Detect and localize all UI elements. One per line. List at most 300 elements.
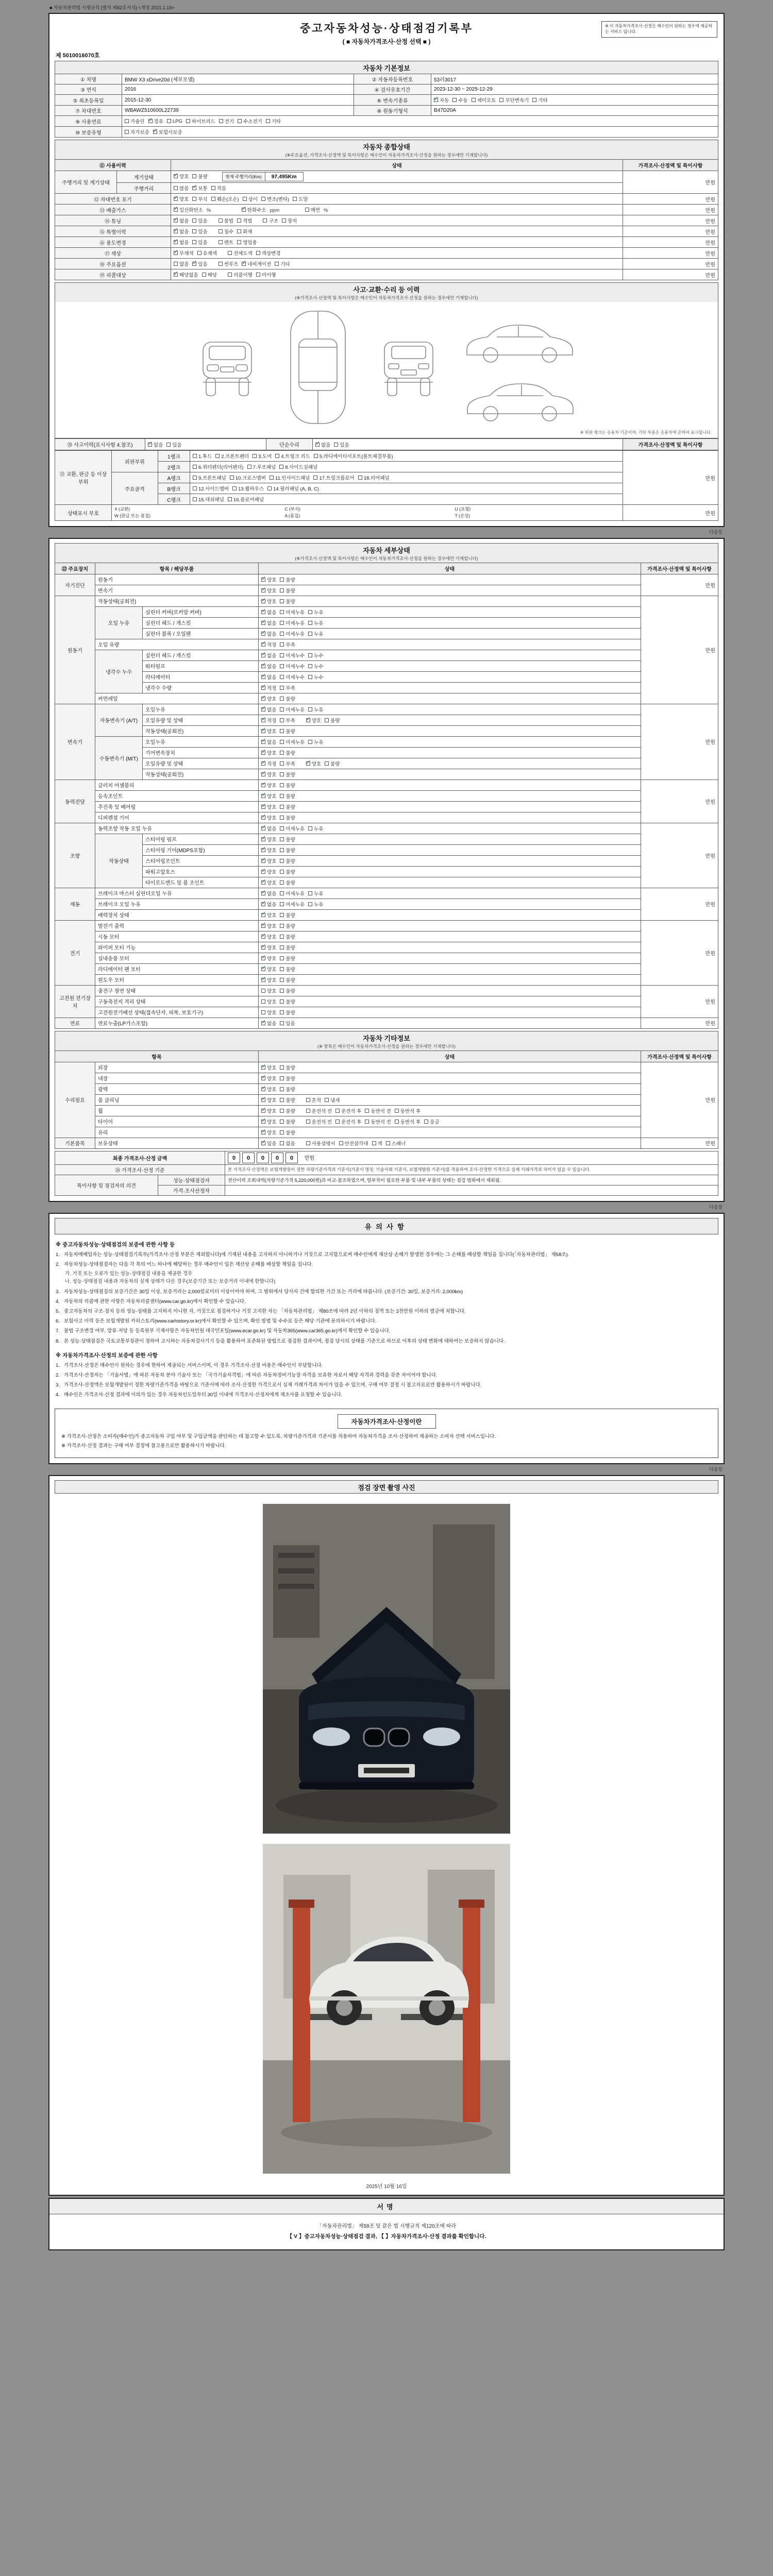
subgroup-label: 작동상태	[95, 834, 143, 888]
checkbox-양호[interactable]: ✓ 양호	[261, 911, 276, 919]
price-cell: 만원	[623, 451, 718, 505]
state-cell	[259, 585, 641, 596]
checkbox-구조[interactable]: 구조	[263, 217, 278, 224]
legend-item: X (교환)	[114, 506, 130, 512]
checkbox-없음[interactable]: ✓ 없음	[261, 619, 276, 626]
state-cell	[259, 1094, 641, 1105]
checkbox-화재[interactable]: 화재	[237, 228, 252, 235]
checkbox-양호[interactable]: ✓ 양호	[261, 965, 276, 973]
detail-row	[55, 866, 718, 877]
checkbox-불량[interactable]: 불량	[280, 879, 295, 886]
checkbox-양호[interactable]: ✓ 양호	[261, 1118, 276, 1125]
checkbox-수동[interactable]: 수동	[452, 96, 467, 104]
checkbox-일산화탄소[interactable]: ✓ 일산화탄소	[174, 206, 203, 213]
checkbox-불량[interactable]: 불량	[280, 1086, 295, 1093]
checkbox-미세누수[interactable]: 미세누수	[280, 673, 305, 681]
checkbox-없음[interactable]: ✓ 없음	[261, 608, 276, 616]
checkbox-무채색[interactable]: ✓ 무채색	[174, 249, 194, 257]
item-label: 오일 유량	[95, 639, 259, 650]
detail-row	[55, 693, 718, 704]
checkbox-불량[interactable]: 불량	[280, 1129, 295, 1136]
checkbox-5.라디에이터서포트(볼트체결부품)[interactable]: 5.라디에이터서포트(볼트체결부품)	[314, 452, 393, 460]
checkbox-14.필러패널 (A, B, C)[interactable]: 14.필러패널 (A, B, C)	[267, 485, 319, 492]
checkbox-적정[interactable]: ✓ 적정	[261, 684, 276, 691]
checkbox-양호[interactable]: ✓ 양호	[261, 976, 276, 984]
checkbox-양호[interactable]: ✓ 양호	[261, 782, 276, 789]
checkbox-불량[interactable]: 불량	[280, 998, 295, 1005]
checkbox-13.휠하우스[interactable]: 13.휠하우스	[232, 485, 264, 492]
rank-items	[190, 462, 623, 472]
checkbox-동반석 전[interactable]: 동반석 전	[365, 1118, 391, 1125]
item-label: 기어변속장치	[143, 747, 259, 758]
rank-items	[190, 472, 623, 483]
item-label: 시동 모터	[95, 931, 259, 942]
checkbox-양호[interactable]: ✓ 양호	[261, 1075, 276, 1082]
price-cell: 만원	[623, 248, 718, 259]
checkbox-양호[interactable]: ✓ 양호	[261, 955, 276, 962]
price-cell: 만원	[641, 1138, 718, 1148]
checkbox-응급[interactable]: 응급	[424, 1118, 439, 1125]
checkbox-양호[interactable]: ✓ 양호	[261, 749, 276, 756]
checkbox-불량[interactable]: 불량	[280, 803, 295, 810]
checkbox-유채색[interactable]: 유채색	[197, 249, 217, 257]
checkbox-누유[interactable]: 누유	[308, 901, 323, 908]
table-row	[55, 439, 718, 450]
table-row	[55, 1151, 718, 1164]
checkbox-미세누유[interactable]: 미세누유	[280, 738, 305, 745]
checkbox-운전석 후[interactable]: 운전석 후	[335, 1107, 361, 1114]
checkbox-미이행[interactable]: 미이행	[256, 271, 276, 278]
price-cell: 만원	[641, 596, 718, 704]
warranty-options	[122, 127, 718, 138]
item-label: 내장	[95, 1073, 259, 1083]
checkbox-양호[interactable]: ✓ 양호	[261, 879, 276, 886]
checkbox-변조(변타)[interactable]: 변조(변타)	[261, 195, 289, 202]
checkbox-무단변속기[interactable]: 무단변속기	[499, 96, 529, 104]
checkbox-안전삼각대[interactable]: 안전삼각대	[339, 1140, 368, 1147]
checkbox-있음[interactable]: ✓ 있음	[261, 1140, 276, 1147]
price-cell: 만원	[623, 194, 718, 205]
checkbox-양호[interactable]: ✓ 양호	[261, 944, 276, 951]
checkbox-양호[interactable]: ✓ 양호	[261, 836, 276, 843]
checkbox-없음[interactable]: ✓ 없음	[261, 901, 276, 908]
state-cell	[259, 704, 641, 715]
checkbox-불량[interactable]: 불량	[280, 976, 295, 984]
checkbox-없음[interactable]: ✓ 없음	[148, 441, 163, 448]
checkbox-11.인사이드패널[interactable]: 11.인사이드패널	[270, 474, 310, 481]
section-note-accident: (※가격조사·산정액 및 특이사항은 매수인이 자동차가격조사·산정을 원하는 경우에만 기재합니다)	[295, 295, 478, 301]
checkbox-영업용[interactable]: 영업용	[237, 239, 257, 246]
notes-subitem: 가. 거짓 또는 오류가 있는 성능·상태점검 내용을 제공한 경우	[65, 1271, 193, 1277]
table-row	[55, 505, 718, 521]
checkbox-없음[interactable]: 없음	[280, 1140, 295, 1147]
checkbox-없음[interactable]: ✓ 없음	[261, 706, 276, 713]
checkbox-있음[interactable]: 있음	[192, 217, 207, 224]
checkbox-1.후드[interactable]: 1.후드	[193, 452, 212, 460]
checkbox-양호[interactable]: ✓ 양호	[261, 792, 276, 800]
checkbox-훼손(오손)[interactable]: 훼손(오손)	[211, 195, 239, 202]
field-label: ④ 검사유효기간	[354, 84, 431, 95]
checkbox-탄화수소[interactable]: ✓ 탄화수소	[242, 206, 266, 213]
checkbox-불량[interactable]: 불량	[280, 846, 295, 854]
checkbox-양호[interactable]: 양호	[261, 1009, 276, 1016]
checkbox-수소전기[interactable]: 수소전기	[238, 117, 262, 125]
price-cell: 만원	[641, 985, 718, 1018]
checkbox-없음[interactable]: 없음	[174, 260, 189, 267]
checkbox-불량[interactable]: 불량	[280, 749, 295, 756]
checkbox-불량[interactable]: 불량	[280, 814, 295, 821]
device-label: 고전원 전기장치	[55, 985, 95, 1018]
checkbox-양호[interactable]: ✓ 양호	[261, 695, 276, 702]
options-options	[171, 259, 623, 269]
checkbox-불량[interactable]: 불량	[280, 857, 295, 865]
field-label: ⑥ 변속기종류	[354, 95, 431, 106]
checkbox-불량[interactable]: 불량	[325, 760, 340, 767]
table-row	[55, 74, 718, 84]
field-label: ⑱ 주요옵션	[55, 259, 171, 269]
checkbox-6.쿼터펜더(리어펜더)[interactable]: 6.쿼터펜더(리어펜더)	[193, 463, 244, 470]
checkbox-양호[interactable]: ✓ 양호	[174, 195, 189, 202]
checkbox-미세누유[interactable]: 미세누유	[280, 890, 305, 897]
checkbox-18.리어패널[interactable]: 18.리어패널	[358, 474, 390, 481]
checkbox-누유[interactable]: 누유	[308, 706, 323, 713]
checkbox-있음[interactable]: 있음	[334, 441, 349, 448]
inspection-value: 2023-12-30 ~ 2025-12-29	[431, 84, 718, 95]
state-cell	[259, 1127, 641, 1138]
state-cell	[259, 650, 641, 660]
checkbox-양호[interactable]: ✓ 양호	[261, 576, 276, 583]
section-note-etc: (※ 항목은 매수인이 자동차가격조사·산정을 원하는 경우에만 기재합니다)	[317, 1043, 456, 1049]
checkbox-불량[interactable]: 불량	[280, 587, 295, 594]
accident-rank-table	[55, 450, 718, 521]
checkbox-적정[interactable]: ✓ 적정	[261, 760, 276, 767]
checkbox-양호[interactable]: 양호	[261, 998, 276, 1005]
table-row	[55, 171, 718, 183]
checkbox-없음[interactable]: ✓ 없음	[261, 630, 276, 637]
checkbox-누유[interactable]: 누유	[308, 738, 323, 745]
checkbox-양호[interactable]: ✓ 양호	[306, 717, 321, 724]
checkbox-적정[interactable]: ✓ 적정	[261, 717, 276, 724]
checkbox-냄새[interactable]: 냄새	[325, 1096, 340, 1104]
checkbox-경유[interactable]: ✓ 경유	[148, 117, 163, 125]
opinion-text	[225, 1185, 718, 1195]
checkbox-전기[interactable]: 전기	[219, 117, 234, 125]
item-label: 타이로드엔드 및 볼 조인트	[143, 877, 259, 888]
checkbox-양호[interactable]: ✓ 양호	[261, 587, 276, 594]
state-cell	[259, 715, 641, 725]
zone-label: 외판부위	[112, 451, 158, 472]
checkbox-불법[interactable]: 불법	[219, 217, 233, 224]
definition-box	[55, 1409, 718, 1458]
checkbox-상이[interactable]: 상이	[243, 195, 258, 202]
checkbox-2.프론트펜더[interactable]: 2.프론트펜더	[215, 452, 249, 460]
checkbox-미세누유[interactable]: 미세누유	[280, 901, 305, 908]
field-label: ① 차명	[55, 74, 122, 84]
checkbox-미세누유[interactable]: 미세누유	[280, 608, 305, 616]
item-label: 커먼레일	[95, 693, 259, 704]
checkbox-흔적[interactable]: 흔적	[306, 1096, 321, 1104]
checkbox-불량[interactable]: 불량	[192, 173, 207, 180]
detail-row	[55, 834, 718, 844]
checkbox-자가보증[interactable]: 자가보증	[125, 128, 149, 135]
checkbox-매연[interactable]: 매연	[305, 206, 320, 213]
state-cell	[259, 682, 641, 693]
checkbox-적정[interactable]: ✓ 적정	[261, 641, 276, 648]
vehicle-diagram-rear	[375, 327, 442, 409]
checkbox-부족[interactable]: 부족	[280, 641, 295, 648]
checkbox-누유[interactable]: 누유	[308, 608, 323, 616]
checkbox-있음[interactable]: 있음	[166, 441, 181, 448]
checkbox-양호[interactable]: ✓ 양호	[261, 727, 276, 735]
checkbox-불량[interactable]: 불량	[280, 933, 295, 940]
state-cell	[259, 855, 641, 866]
checkbox-있음[interactable]: 있음	[280, 1020, 295, 1027]
checkbox-15.대쉬패널[interactable]: 15.대쉬패널	[193, 496, 224, 503]
section-header-detail	[55, 543, 718, 563]
vehicle-diagram-side-left	[461, 313, 579, 364]
checkbox-없음[interactable]: ✓ 없음	[261, 673, 276, 681]
checkbox-미세누수[interactable]: 미세누수	[280, 652, 305, 659]
checkbox-16.플로어패널[interactable]: 16.플로어패널	[228, 496, 264, 503]
checkbox-적음[interactable]: 적음	[211, 184, 226, 192]
checkbox-불량[interactable]: 불량	[280, 695, 295, 702]
detail-row	[55, 801, 718, 812]
field-label: ② 자동차등록번호	[354, 74, 431, 84]
checkbox-불량[interactable]: 불량	[325, 717, 340, 724]
checkbox-없음[interactable]: ✓ 없음	[261, 738, 276, 745]
table-row	[55, 95, 718, 106]
checkbox-12.사이드멤버[interactable]: 12.사이드멤버	[193, 485, 229, 492]
notes-item-text: 자동차성능·상태점검자는 다음 각 목의 어느 하나에 해당하는 경우 매수인이 입은 재산상 손해를 배상할 책임을 집니다.	[64, 1262, 313, 1268]
checkbox-색상변경[interactable]: 색상변경	[256, 249, 281, 257]
checkbox-없음[interactable]: ✓ 없음	[261, 652, 276, 659]
field-label: ⑦ 차대번호	[55, 106, 122, 116]
checkbox-불량[interactable]: 불량	[280, 1107, 295, 1114]
inspection-photo-lift	[263, 1844, 510, 2174]
checkbox-불량[interactable]: 불량	[280, 782, 295, 789]
item-label: 디퍼렌셜 기어	[95, 812, 259, 823]
notes-item	[56, 1391, 717, 1399]
checkbox-미세누유[interactable]: 미세누유	[280, 619, 305, 626]
checkbox-양호[interactable]: ✓ 양호	[261, 598, 276, 605]
checkbox-해당[interactable]: 해당	[202, 271, 217, 278]
checkbox-불량[interactable]: 불량	[280, 771, 295, 778]
checkbox-불량[interactable]: 불량	[280, 965, 295, 973]
notes-item-text: 본 성능·상태점검은 국토교통부장관이 정하여 고시하는 자동차검사기기 등을 활용하여 표준화된 방법으로 점검한 결과이며, 점검 당시의 상태를 기준으로 하므로 이후의 상태 변화에 대하여는 보증하지 않습니다.	[64, 1338, 505, 1344]
price-cell: 만원	[641, 779, 718, 823]
checkbox-불량[interactable]: 불량	[280, 1064, 295, 1071]
checkbox-없음[interactable]: ✓ 없음	[261, 890, 276, 897]
checkbox-불량[interactable]: 불량	[280, 987, 295, 994]
notes-item-text: 매수인은 가격조사·산정 결과에 이의가 있는 경우 자동차인도일부터 30일 이내에 가격조사·산정자에게 재조사를 요청할 수 있습니다.	[64, 1392, 343, 1398]
checkbox-하이브리드[interactable]: 하이브리드	[186, 117, 215, 125]
checkbox-세미오토[interactable]: 세미오토	[472, 96, 496, 104]
checkbox-9.프론트패널[interactable]: 9.프론트패널	[193, 474, 226, 481]
checkbox-양호[interactable]: ✓ 양호	[261, 846, 276, 854]
checkbox-양호[interactable]: ✓ 양호	[261, 814, 276, 821]
checkbox-불량[interactable]: 불량	[280, 1075, 295, 1082]
checkbox-없음[interactable]: ✓ 없음	[261, 1020, 276, 1027]
checkbox-가솔린[interactable]: 가솔린	[125, 117, 145, 125]
checkbox-미세누수[interactable]: 미세누수	[280, 663, 305, 670]
checkbox-잭[interactable]: 잭	[372, 1140, 382, 1147]
detail-row	[55, 931, 718, 942]
checkbox-불량[interactable]: 불량	[280, 1118, 295, 1125]
table-row	[55, 205, 718, 215]
checkbox-렌트[interactable]: 렌트	[219, 239, 233, 246]
device-label: 수리필요	[55, 1062, 95, 1138]
notes-item	[56, 1251, 717, 1259]
state-cell	[259, 899, 641, 909]
checkbox-운전석 전[interactable]: 운전석 전	[306, 1107, 332, 1114]
checkbox-불량[interactable]: 불량	[280, 911, 295, 919]
checkbox-적법[interactable]: 적법	[237, 217, 252, 224]
checkbox-10.크로스멤버[interactable]: 10.크로스멤버	[230, 474, 266, 481]
detail-row	[55, 942, 718, 953]
checkbox-부족[interactable]: 부족	[280, 684, 295, 691]
checkbox-동반석 전[interactable]: 동반석 전	[365, 1107, 391, 1114]
checkbox-양호[interactable]: ✓ 양호	[261, 1064, 276, 1071]
detail-row	[55, 747, 718, 758]
checkbox-불량[interactable]: 불량	[280, 836, 295, 843]
checkbox-양호[interactable]: ✓ 양호	[261, 771, 276, 778]
checkbox-기타[interactable]: 기타	[266, 117, 281, 125]
checkbox-부식[interactable]: 부식	[192, 195, 207, 202]
overall-state-table	[55, 159, 718, 280]
checkbox-누유[interactable]: 누유	[308, 619, 323, 626]
checkbox-있음[interactable]: 있음	[192, 228, 207, 235]
checkbox-미세누유[interactable]: 미세누유	[280, 706, 305, 713]
item-label: 동력조향 작동 오일 누유	[95, 823, 259, 834]
rank-items	[190, 483, 623, 494]
checkbox-스패너[interactable]: 스패너	[386, 1140, 406, 1147]
checkbox-불량[interactable]: 불량	[280, 955, 295, 962]
checkbox-보통[interactable]: ✓ 보통	[192, 184, 207, 192]
checkbox-많음[interactable]: 많음	[174, 184, 189, 192]
car-name-value: BMW X3 xDrive20d (세부모델)	[122, 74, 354, 84]
item-label: 실린더 헤드 / 개스킷	[143, 617, 259, 628]
checkbox-없음[interactable]: ✓ 없음	[261, 825, 276, 832]
rank-label: 1랭크	[158, 451, 190, 462]
checkbox-보험사보증[interactable]: ✓ 보험사보증	[153, 128, 182, 135]
checkbox-기타[interactable]: 기타	[532, 96, 547, 104]
checkbox-양호[interactable]: ✓ 양호	[261, 1086, 276, 1093]
checkbox-8.사이드실패널[interactable]: 8.사이드실패널	[279, 463, 317, 470]
checkbox-전체도색[interactable]: 전체도색	[228, 249, 253, 257]
checkbox-장치[interactable]: 장치	[282, 217, 297, 224]
table-row	[55, 215, 718, 226]
checkbox-불량[interactable]: 불량	[280, 1009, 295, 1016]
section-header-etc	[55, 1031, 718, 1050]
section-title-detail: 자동차 세부상태	[363, 546, 410, 554]
table-row	[55, 269, 718, 280]
checkbox-사용설명서[interactable]: 사용설명서	[306, 1140, 335, 1147]
title-area	[55, 18, 718, 47]
price-digit: 0	[271, 1153, 283, 1163]
notes-item	[56, 1317, 717, 1325]
checkbox-7.루프패널[interactable]: 7.루프패널	[247, 463, 276, 470]
state-cell	[259, 606, 641, 617]
checkbox-운전석 후[interactable]: 운전석 후	[335, 1118, 361, 1125]
checkbox-누수[interactable]: 누수	[308, 652, 323, 659]
checkbox-양호[interactable]: ✓ 양호	[306, 760, 321, 767]
checkbox-동반석 후[interactable]: 동반석 후	[395, 1118, 421, 1125]
checkbox-동반석 후[interactable]: 동반석 후	[395, 1107, 421, 1114]
checkbox-양호[interactable]: ✓ 양호	[261, 803, 276, 810]
legend-item: U (요철)	[455, 506, 471, 512]
checkbox-양호[interactable]: ✓ 양호	[261, 857, 276, 865]
detail-row	[55, 758, 718, 769]
checkbox-없음[interactable]: ✓ 없음	[174, 217, 189, 224]
checkbox-불량[interactable]: 불량	[280, 922, 295, 929]
checkbox-있음[interactable]: ✓ 있음	[192, 260, 207, 267]
checkbox-불량[interactable]: 불량	[280, 598, 295, 605]
checkbox-누수[interactable]: 누수	[308, 673, 323, 681]
checkbox-미세누유[interactable]: 미세누유	[280, 630, 305, 637]
checkbox-도말[interactable]: 도말	[293, 195, 308, 202]
checkbox-없음[interactable]: ✓ 없음	[174, 228, 189, 235]
checkbox-양호[interactable]: ✓ 양호	[261, 868, 276, 875]
checkbox-없음[interactable]: ✓ 없음	[174, 239, 189, 246]
checkbox-없음[interactable]: ✓ 없음	[261, 663, 276, 670]
checkbox-부족[interactable]: 부족	[280, 760, 295, 767]
checkbox-LPG[interactable]: LPG	[167, 118, 182, 124]
state-cell	[259, 769, 641, 779]
checkbox-썬루프[interactable]: 썬루프	[219, 260, 239, 267]
checkbox-누유[interactable]: 누유	[308, 630, 323, 637]
checkbox-불량[interactable]: 불량	[280, 1096, 295, 1104]
checkbox-불량[interactable]: 불량	[280, 944, 295, 951]
notes-item-text: 보험사고 이력 등은 보험개발원 카히스토리(www.carhistory.or.kr)에서 확인할 수 있으며, 확인 방법 및 수수료 등은 해당 기관에 문의하시기 바랍니다.	[64, 1318, 377, 1325]
checkbox-자동[interactable]: ✓ 자동	[434, 96, 449, 104]
checkbox-해당없음[interactable]: ✓ 해당없음	[174, 271, 198, 278]
checkbox-침수[interactable]: 침수	[219, 228, 233, 235]
checkbox-누유[interactable]: 누유	[308, 890, 323, 897]
detail-row	[55, 715, 718, 725]
checkbox-누유[interactable]: 누유	[308, 825, 323, 832]
checkbox-누수[interactable]: 누수	[308, 663, 323, 670]
item-label: 실린더 헤드 / 개스킷	[143, 650, 259, 660]
checkbox-양호[interactable]: 양호	[261, 987, 276, 994]
detail-row	[55, 725, 718, 736]
checkbox-기타[interactable]: 기타	[275, 260, 290, 267]
checkbox-17.트렁크플로어[interactable]: 17.트렁크플로어	[313, 474, 354, 481]
checkbox-불량[interactable]: 불량	[280, 727, 295, 735]
detail-row	[55, 985, 718, 996]
checkbox-양호[interactable]: ✓ 양호	[261, 933, 276, 940]
table-row	[55, 226, 718, 237]
checkbox-불량[interactable]: 불량	[280, 576, 295, 583]
checkbox-있음[interactable]: 있음	[192, 239, 207, 246]
checkbox-양호[interactable]: ✓ 양호	[261, 1096, 276, 1104]
checkbox-3.도어[interactable]: 3.도어	[253, 452, 272, 460]
checkbox-양호[interactable]: ✓ 양호	[261, 1129, 276, 1136]
checkbox-리콜이행[interactable]: 리콜이행	[228, 271, 253, 278]
checkbox-양호[interactable]: ✓ 양호	[261, 922, 276, 929]
checkbox-4.트렁크 리드[interactable]: 4.트렁크 리드	[275, 452, 310, 460]
state-cell	[259, 639, 641, 650]
item-label: 파워고압호스	[143, 866, 259, 877]
checkbox-불량[interactable]: 불량	[280, 792, 295, 800]
checkbox-미세누유[interactable]: 미세누유	[280, 825, 305, 832]
checkbox-없음[interactable]: ✓ 없음	[315, 441, 330, 448]
checkbox-부족[interactable]: 부족	[280, 717, 295, 724]
checkbox-양호[interactable]: ✓ 양호	[261, 1107, 276, 1114]
checkbox-양호[interactable]: ✓ 양호	[174, 173, 189, 180]
checkbox-운전석 전[interactable]: 운전석 전	[306, 1118, 332, 1125]
checkbox-불량[interactable]: 불량	[280, 868, 295, 875]
checkbox-네비게이션[interactable]: ✓ 네비게이션	[242, 260, 271, 267]
